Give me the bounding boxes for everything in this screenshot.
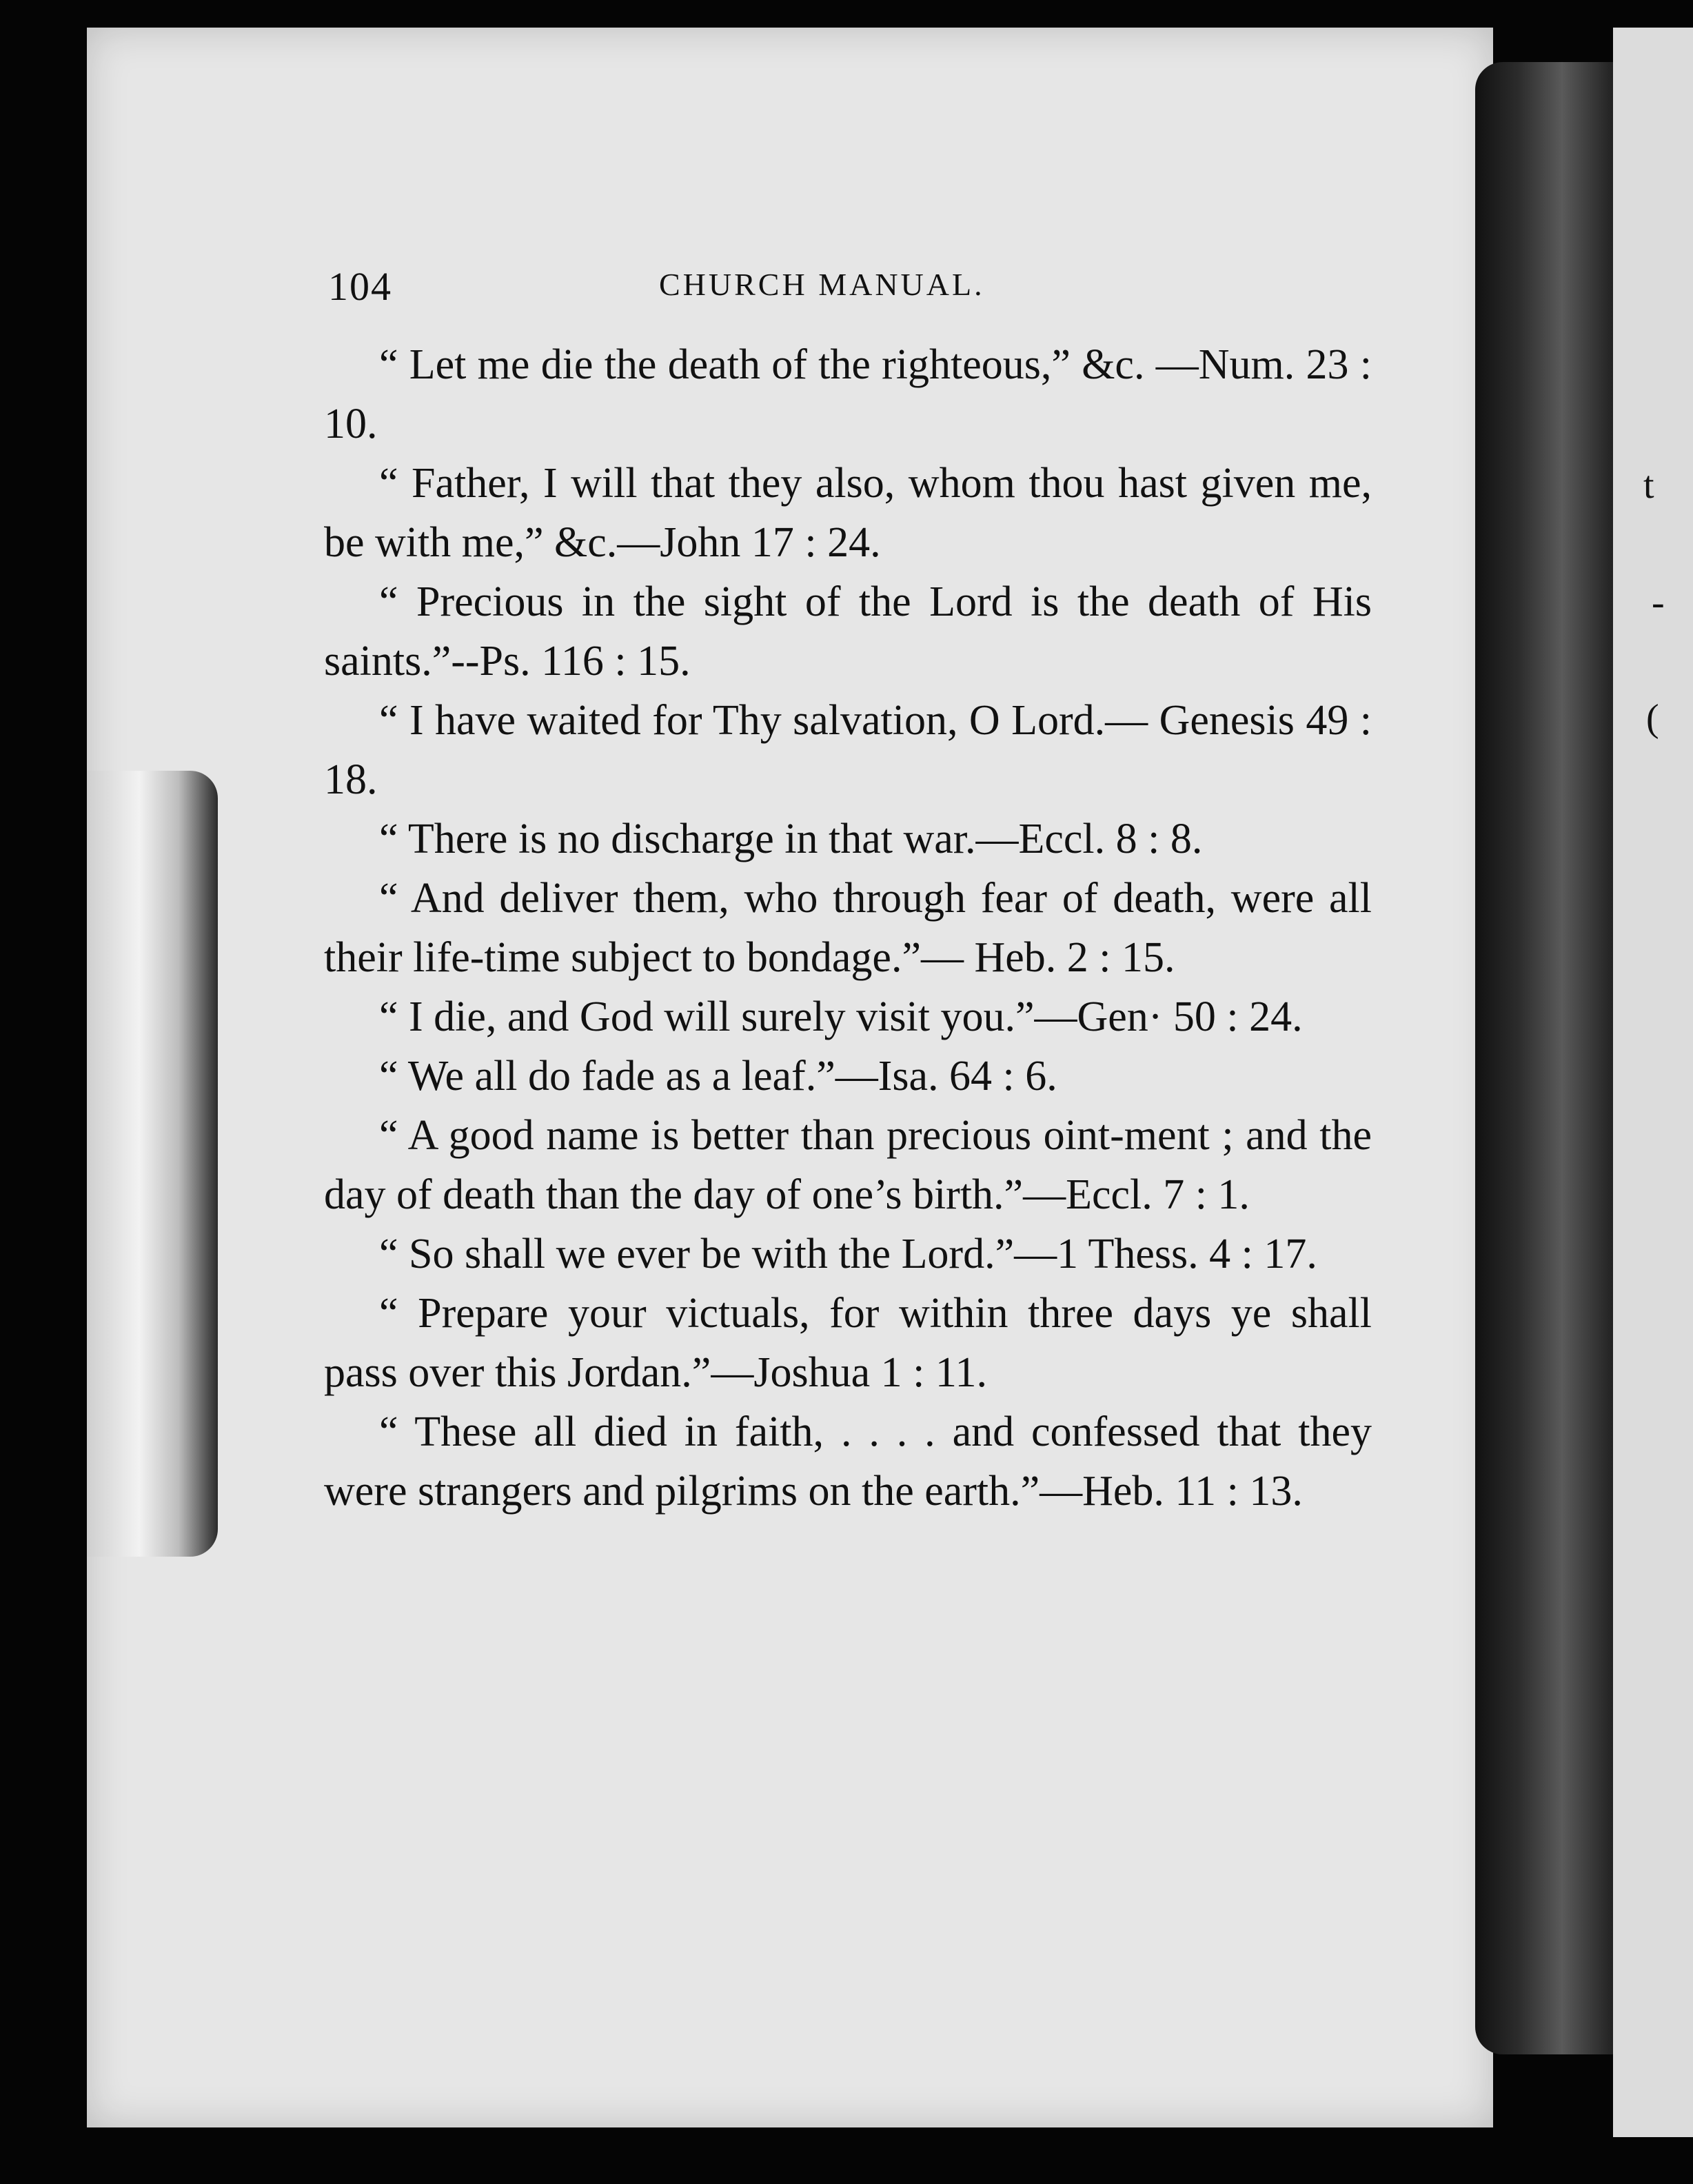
scripture-entry: “ There is no discharge in that war.—Eccl. 8 : 8. bbox=[379, 816, 1203, 862]
scripture-entry: “ These all died in faith, . . . . and confessed that they were strangers and pilgrims on the earth.”—Heb. 11 : 13. bbox=[324, 1408, 1372, 1515]
scripture-entry: “ I have waited for Thy salvation, O Lord.— Genesis 49 : 18. bbox=[324, 697, 1372, 803]
scripture-entry: “ A good name is better than precious oint-ment ; and the day of death than the day of one’s birth.”—Eccl. 7 : 1. bbox=[324, 1112, 1372, 1218]
scripture-entry: “ Let me die the death of the righteous,” &c. —Num. 23 : 10. bbox=[324, 341, 1372, 447]
running-title: CHURCH MANUAL. bbox=[659, 267, 985, 302]
facing-page-fragment: ( bbox=[1646, 697, 1659, 740]
scripture-entry: “ We all do fade as a leaf.”—Isa. 64 : 6. bbox=[379, 1053, 1057, 1100]
scripture-entry: “ And deliver them, who through fear of death, were all their life-time subject to bondage.”— Heb. 2 : 15. bbox=[324, 875, 1372, 981]
running-head bbox=[328, 263, 1362, 318]
page-tab bbox=[87, 771, 218, 1557]
page-number: 104 bbox=[328, 264, 392, 309]
scripture-entry: “ Prepare your victuals, for within three days ye shall pass over this Jordan.”—Joshua 1 : 11. bbox=[324, 1290, 1372, 1396]
scripture-entry: “ Precious in the sight of the Lord is the death of His saints.”--Ps. 116 : 15. bbox=[324, 578, 1372, 685]
scripture-list bbox=[324, 335, 1372, 1521]
scripture-entry: “ So shall we ever be with the Lord.”—1 Thess. 4 : 17. bbox=[379, 1231, 1317, 1277]
facing-page-fragment: - bbox=[1652, 581, 1665, 624]
scripture-entry: “ I die, and God will surely visit you.”—Gen· 50 : 24. bbox=[379, 993, 1303, 1040]
scripture-entry: “ Father, I will that they also, whom thou hast given me, be with me,” &c.—John 17 : 24. bbox=[324, 460, 1372, 566]
book-gutter bbox=[1475, 62, 1620, 2054]
facing-page-edge bbox=[1613, 28, 1693, 2137]
facing-page-fragment: t bbox=[1643, 464, 1654, 507]
